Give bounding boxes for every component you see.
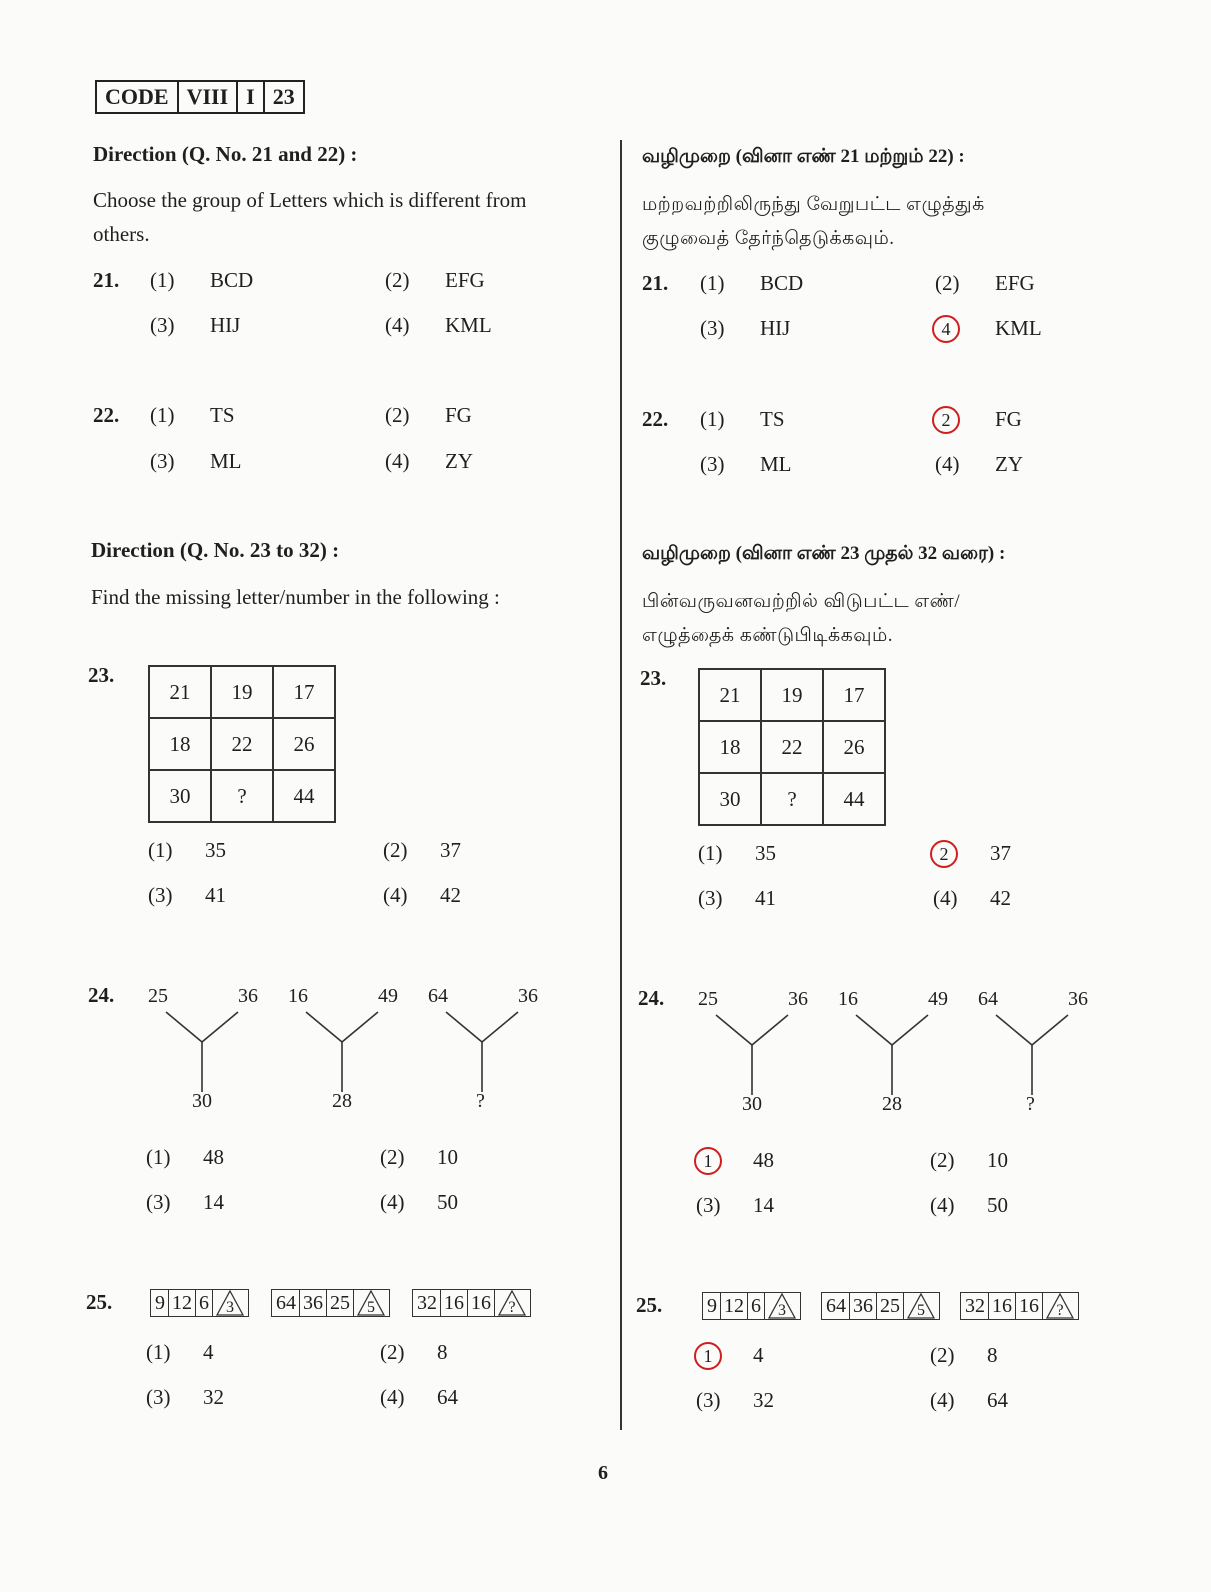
q25-opt3-answer: 32	[203, 1385, 224, 1409]
q21-opt1-answer-right: BCD	[760, 271, 804, 295]
q23-cell: 30	[699, 773, 761, 825]
q23-cell: 17	[823, 669, 885, 721]
q22-number-right: 22.	[642, 407, 669, 431]
q24-y3-left: 64	[428, 985, 448, 1007]
q23-opt3-answer-right: 41	[755, 886, 776, 910]
q23-cell: 22	[211, 718, 273, 770]
q23-opt2-label: (2)	[383, 838, 408, 862]
q25-groups-right	[702, 1292, 1079, 1320]
q21-opt2-label: (2)	[385, 268, 410, 292]
left-direction-1-text	[93, 183, 527, 251]
q22-opt2-answer: FG	[445, 403, 472, 427]
q24-y3-right-right: 36	[1068, 988, 1088, 1010]
q24-opt3-answer-right: 14	[753, 1193, 774, 1217]
q23-opt4-label: (4)	[383, 883, 408, 907]
q24-opt1-answer-right: 48	[753, 1148, 774, 1172]
red-circle-icon: 4	[932, 315, 960, 343]
q25-g3-v1: 32	[417, 1290, 441, 1316]
q21-opt1-answer: BCD	[210, 268, 254, 292]
q22-opt4-answer-right: ZY	[995, 452, 1023, 476]
right-direction-1-text	[642, 188, 1152, 256]
q23-opt3-label-right: (3)	[698, 886, 723, 910]
right-direction-2-line1: பின்வருவனவற்றில் விடுபட்ட எண்/	[642, 591, 961, 612]
triangle-icon	[1046, 1293, 1074, 1319]
q24-opt2-answer-right: 10	[987, 1148, 1008, 1172]
q23-opt1-answer: 35	[205, 838, 226, 862]
q24-opt4-label-right: (4)	[930, 1193, 955, 1217]
q23-cell: 19	[761, 669, 823, 721]
q22-opt1-answer: TS	[210, 403, 235, 427]
q25-opt4-label: (4)	[380, 1385, 405, 1409]
q25-g2-tri: 5	[367, 1299, 375, 1316]
q23-cell: 21	[149, 666, 211, 718]
q21-number-right: 21.	[642, 271, 669, 295]
q25-group-2	[821, 1292, 940, 1320]
q21-opt3-answer-right: HIJ	[760, 316, 791, 340]
q24-y2-bottom: 28	[332, 1090, 352, 1112]
q23-opt1-label-right: (1)	[698, 841, 723, 865]
q25-g2-v3: 25	[330, 1290, 354, 1316]
q25-opt1-answer: 4	[203, 1340, 214, 1364]
q23-opt3-answer: 41	[205, 883, 226, 907]
right-direction-1-heading: வழிமுறை (வினா எண் 21 மற்றும் 22) :	[642, 146, 965, 167]
q24-y1-left-right: 25	[698, 988, 718, 1010]
triangle-icon	[216, 1290, 244, 1316]
q24-opt3-label-right: (3)	[696, 1193, 721, 1217]
q24-number: 24.	[88, 983, 115, 1007]
q24-opt3-answer: 14	[203, 1190, 224, 1214]
q21-opt3-label: (3)	[150, 313, 175, 337]
page-number: 6	[598, 1462, 608, 1484]
q21-opt2-label-right: (2)	[935, 271, 960, 295]
q24-opt4-answer-right: 50	[987, 1193, 1008, 1217]
q25-g3-v3: 16	[1019, 1293, 1043, 1319]
q25-g1-v3: 6	[199, 1290, 213, 1316]
q25-g3-tri: ?	[508, 1299, 516, 1316]
q23-opt2-answer: 37	[440, 838, 461, 862]
q24-y2-right: 49	[378, 985, 398, 1007]
q24-opt1-answer: 48	[203, 1145, 224, 1169]
right-direction-2-heading: வழிமுறை (வினா எண் 23 முதல் 32 வரை) :	[642, 543, 1006, 564]
q21-opt3-label-right: (3)	[700, 316, 725, 340]
q23-cell: 44	[823, 773, 885, 825]
q25-g3-v3: 16	[471, 1290, 495, 1316]
q21-opt2-answer-right: EFG	[995, 271, 1035, 295]
q22-opt2-label: (2)	[385, 403, 410, 427]
triangle-icon	[498, 1290, 526, 1316]
q24-y2-right-right: 49	[928, 988, 948, 1010]
q23-opt4-answer: 42	[440, 883, 461, 907]
q25-g1-v1: 9	[707, 1293, 721, 1319]
q25-g2-v2: 36	[303, 1290, 327, 1316]
q22-opt4-label: (4)	[385, 449, 410, 473]
q21-opt2-answer: EFG	[445, 268, 485, 292]
q21-opt4-answer: KML	[445, 313, 492, 337]
q25-opt2-label: (2)	[380, 1340, 405, 1364]
q25-group-1	[702, 1292, 801, 1320]
code-box	[95, 80, 305, 114]
code-label: CODE	[97, 82, 179, 112]
q25-g1-tri: 3	[226, 1299, 234, 1316]
q22-number: 22.	[93, 403, 120, 427]
q25-g2-v2: 36	[853, 1293, 877, 1319]
q25-g3-v2: 16	[444, 1290, 468, 1316]
q22-opt3-answer-right: ML	[760, 452, 792, 476]
q25-opt4-label-right: (4)	[930, 1388, 955, 1412]
q21-opt4-label: (4)	[385, 313, 410, 337]
q23-cell: 17	[273, 666, 335, 718]
q24-opt2-label-right: (2)	[930, 1148, 955, 1172]
q25-opt1-label: (1)	[146, 1340, 171, 1364]
q25-groups	[150, 1289, 531, 1317]
q23-opt1-answer-right: 35	[755, 841, 776, 865]
q24-y2-left-right: 16	[838, 988, 858, 1010]
q25-g1-v2: 12	[724, 1293, 748, 1319]
q25-g2-v1: 64	[276, 1290, 300, 1316]
q22-opt3-answer: ML	[210, 449, 242, 473]
q24-y1-right-right: 36	[788, 988, 808, 1010]
column-divider	[620, 140, 622, 1430]
q23-number: 23.	[88, 663, 115, 687]
q25-group-1	[150, 1289, 249, 1317]
q23-cell: 22	[761, 721, 823, 773]
q23-cell: 18	[149, 718, 211, 770]
q25-opt2-answer-right: 8	[987, 1343, 998, 1367]
q22-opt3-label: (3)	[150, 449, 175, 473]
red-circle-icon: 2	[930, 840, 958, 868]
q24-y3-bottom: ?	[476, 1090, 485, 1112]
q24-opt4-answer: 50	[437, 1190, 458, 1214]
q24-number-right: 24.	[638, 986, 665, 1010]
q23-cell: 26	[273, 718, 335, 770]
q21-opt1-label: (1)	[150, 268, 175, 292]
right-direction-2-text	[642, 585, 1152, 653]
q23-cell: 26	[823, 721, 885, 773]
q25-marked-answer	[700, 1342, 722, 1370]
q25-g2-v1: 64	[826, 1293, 850, 1319]
q21-opt4-answer-right: KML	[995, 316, 1042, 340]
q23-cell: 44	[273, 770, 335, 822]
left-direction-2-heading: Direction (Q. No. 23 to 32) :	[91, 538, 340, 562]
q25-g2-v3: 25	[880, 1293, 904, 1319]
q22-opt2-answer-right: FG	[995, 407, 1022, 431]
red-circle-icon: 2	[932, 406, 960, 434]
q21-opt3-answer: HIJ	[210, 313, 241, 337]
left-direction-2-text: Find the missing letter/number in the following :	[91, 585, 500, 609]
q23-cell: 18	[699, 721, 761, 773]
q25-number: 25.	[86, 1290, 113, 1314]
q24-y1-bottom: 30	[192, 1090, 212, 1112]
left-direction-1-heading: Direction (Q. No. 21 and 22) :	[93, 142, 358, 166]
code-class: VIII	[179, 82, 239, 112]
q25-opt4-answer-right: 64	[987, 1388, 1008, 1412]
right-direction-1-line1: மற்றவற்றிலிருந்து வேறுபட்ட எழுத்துக்	[642, 194, 985, 215]
red-circle-icon: 1	[694, 1147, 722, 1175]
q25-group-3	[412, 1289, 531, 1317]
q24-opt2-answer: 10	[437, 1145, 458, 1169]
right-direction-1-line2: குழுவைத் தேர்ந்தெடுக்கவும்.	[642, 228, 895, 249]
q25-group-2	[271, 1289, 390, 1317]
q25-g3-v2: 16	[992, 1293, 1016, 1319]
q25-number-right: 25.	[636, 1293, 663, 1317]
triangle-icon	[907, 1293, 935, 1319]
q25-g3-v1: 32	[965, 1293, 989, 1319]
q25-opt2-label-right: (2)	[930, 1343, 955, 1367]
q21-marked-answer	[938, 315, 960, 343]
q23-grid	[148, 665, 336, 823]
triangle-icon	[768, 1293, 796, 1319]
q25-g1-tri: 3	[778, 1302, 786, 1319]
q24-y2-bottom-right: 28	[882, 1093, 902, 1115]
q25-opt2-answer: 8	[437, 1340, 448, 1364]
q24-y1-left: 25	[148, 985, 168, 1007]
q23-marked-answer	[936, 840, 958, 868]
triangle-icon	[357, 1290, 385, 1316]
q22-opt1-label-right: (1)	[700, 407, 725, 431]
q23-opt2-answer-right: 37	[990, 841, 1011, 865]
q23-opt4-answer-right: 42	[990, 886, 1011, 910]
q23-grid-right	[698, 668, 886, 826]
q22-opt4-label-right: (4)	[935, 452, 960, 476]
left-direction-1-line1: Choose the group of Letters which is different from	[93, 188, 527, 212]
q25-opt3-label: (3)	[146, 1385, 171, 1409]
q22-opt1-label: (1)	[150, 403, 175, 427]
q24-y1-bottom-right: 30	[742, 1093, 762, 1115]
code-year: 23	[272, 84, 295, 109]
left-direction-1-line2: others.	[93, 222, 150, 246]
q21-opt1-label-right: (1)	[700, 271, 725, 295]
q24-opt2-label: (2)	[380, 1145, 405, 1169]
q23-cell: 30	[149, 770, 211, 822]
q24-opt4-label: (4)	[380, 1190, 405, 1214]
q25-opt3-answer-right: 32	[753, 1388, 774, 1412]
q25-g3-tri: ?	[1056, 1302, 1064, 1319]
q25-opt4-answer: 64	[437, 1385, 458, 1409]
q23-number-right: 23.	[640, 666, 667, 690]
q22-opt1-answer-right: TS	[760, 407, 785, 431]
q23-cell: ?	[761, 773, 823, 825]
q21-number: 21.	[93, 268, 120, 292]
q24-opt3-label: (3)	[146, 1190, 171, 1214]
q23-cell: ?	[211, 770, 273, 822]
q23-cell: 21	[699, 669, 761, 721]
q24-y2-left: 16	[288, 985, 308, 1007]
q23-opt4-label-right: (4)	[933, 886, 958, 910]
q24-opt1-label: (1)	[146, 1145, 171, 1169]
q24-y3-bottom-right: ?	[1026, 1093, 1035, 1115]
code-part: I	[238, 82, 265, 112]
q25-opt3-label-right: (3)	[696, 1388, 721, 1412]
q25-g1-v1: 9	[155, 1290, 169, 1316]
q25-opt1-answer-right: 4	[753, 1343, 764, 1367]
q25-g1-v3: 6	[751, 1293, 765, 1319]
q24-y1-right: 36	[238, 985, 258, 1007]
q25-g1-v2: 12	[172, 1290, 196, 1316]
q24-marked-answer	[700, 1147, 722, 1175]
q23-opt1-label: (1)	[148, 838, 173, 862]
q23-opt3-label: (3)	[148, 883, 173, 907]
q22-marked-answer	[938, 406, 960, 434]
red-circle-icon: 1	[694, 1342, 722, 1370]
q25-g2-tri: 5	[917, 1302, 925, 1319]
q25-group-3	[960, 1292, 1079, 1320]
q22-opt3-label-right: (3)	[700, 452, 725, 476]
q24-y3-right: 36	[518, 985, 538, 1007]
q24-y3-left-right: 64	[978, 988, 998, 1010]
q22-opt4-answer: ZY	[445, 449, 473, 473]
q23-cell: 19	[211, 666, 273, 718]
right-direction-2-line2: எழுத்தைக் கண்டுபிடிக்கவும்.	[642, 625, 894, 646]
